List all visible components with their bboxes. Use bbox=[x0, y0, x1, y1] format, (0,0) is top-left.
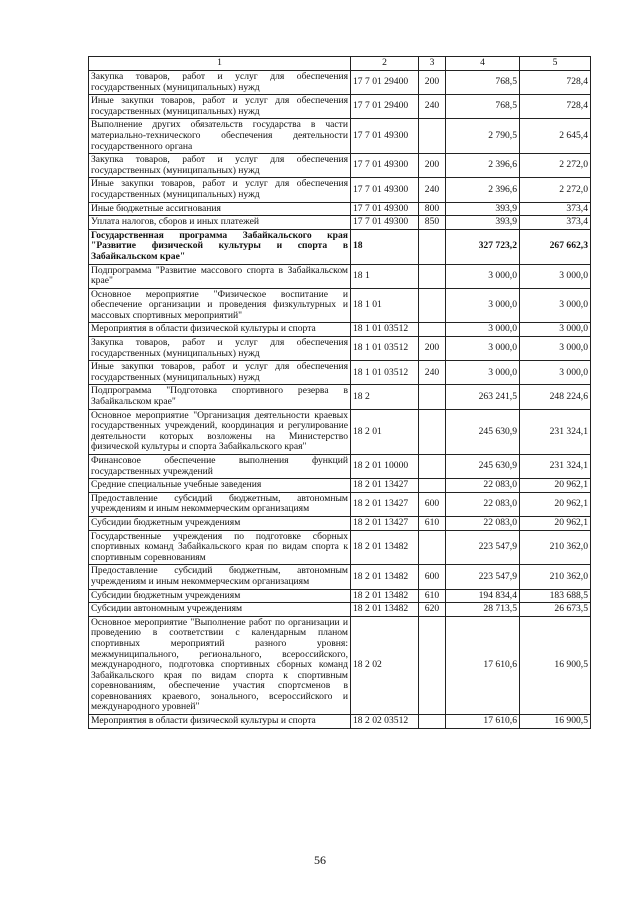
budget-table bbox=[88, 56, 591, 729]
cell-code: 17 7 01 49300 bbox=[351, 154, 419, 178]
table-row bbox=[89, 565, 591, 589]
table-row bbox=[89, 455, 591, 479]
cell-expense-type: 620 bbox=[419, 603, 446, 617]
cell-name: Финансовое обеспечение выполнения функций государственных учреждений bbox=[89, 455, 351, 479]
table-row bbox=[89, 229, 591, 264]
cell-amount-5: 26 673,5 bbox=[520, 603, 591, 617]
table-row bbox=[89, 385, 591, 409]
cell-name: Субсидии бюджетным учреждениям bbox=[89, 516, 351, 530]
table-row bbox=[89, 589, 591, 603]
cell-expense-type: 200 bbox=[419, 71, 446, 95]
cell-expense-type bbox=[419, 229, 446, 264]
cell-name: Субсидии бюджетным учреждениям bbox=[89, 589, 351, 603]
table-body bbox=[89, 71, 591, 729]
table-header-row bbox=[89, 57, 591, 71]
table-row bbox=[89, 154, 591, 178]
cell-amount-5: 210 362,0 bbox=[520, 565, 591, 589]
cell-amount-4: 393,9 bbox=[446, 202, 520, 216]
cell-expense-type: 240 bbox=[419, 361, 446, 385]
cell-code: 18 1 01 bbox=[351, 288, 419, 323]
table-row bbox=[89, 479, 591, 493]
table-row bbox=[89, 178, 591, 202]
cell-amount-5: 20 962,1 bbox=[520, 492, 591, 516]
cell-amount-4: 768,5 bbox=[446, 71, 520, 95]
cell-amount-4: 17 610,6 bbox=[446, 616, 520, 714]
cell-expense-type bbox=[419, 323, 446, 337]
cell-amount-4: 3 000,0 bbox=[446, 323, 520, 337]
cell-code: 18 2 01 bbox=[351, 409, 419, 454]
cell-name: Основное мероприятие "Физическое воспитание и обеспечение организации и проведения физкультурных и массовых спортивных мероприятий" bbox=[89, 288, 351, 323]
table-row bbox=[89, 361, 591, 385]
column-header-expense-type: 3 bbox=[419, 57, 446, 71]
table-row bbox=[89, 516, 591, 530]
cell-amount-4: 3 000,0 bbox=[446, 288, 520, 323]
cell-code: 17 7 01 29400 bbox=[351, 71, 419, 95]
cell-name: Мероприятия в области физической культуры и спорта bbox=[89, 715, 351, 729]
cell-name: Средние специальные учебные заведения bbox=[89, 479, 351, 493]
table-row bbox=[89, 119, 591, 154]
cell-code: 18 2 bbox=[351, 385, 419, 409]
cell-name: Предоставление субсидий бюджетным, автономным учреждениям и иным некоммерческим организациям bbox=[89, 565, 351, 589]
cell-name: Иные закупки товаров, работ и услуг для обеспечения государственных (муниципальных) нужд bbox=[89, 178, 351, 202]
cell-amount-4: 768,5 bbox=[446, 95, 520, 119]
cell-name: Государственная программа Забайкальского края "Развитие физической культуры и спорта в Забайкальском крае" bbox=[89, 229, 351, 264]
cell-name: Закупка товаров, работ и услуг для обеспечения государственных (муниципальных) нужд bbox=[89, 337, 351, 361]
cell-name: Закупка товаров, работ и услуг для обеспечения государственных (муниципальных) нужд bbox=[89, 71, 351, 95]
cell-code: 17 7 01 49300 bbox=[351, 178, 419, 202]
cell-amount-4: 22 083,0 bbox=[446, 516, 520, 530]
cell-amount-5: 2 272,0 bbox=[520, 178, 591, 202]
cell-name: Основное мероприятие "Организация деятельности краевых государственных учреждений, координация и регулирование деятельности которых возложены на Министерство физической культуры и спорта Забайкальского края" bbox=[89, 409, 351, 454]
cell-amount-5: 728,4 bbox=[520, 95, 591, 119]
column-header-amount-4: 4 bbox=[446, 57, 520, 71]
cell-expense-type bbox=[419, 530, 446, 565]
cell-amount-5: 16 900,5 bbox=[520, 715, 591, 729]
cell-expense-type: 600 bbox=[419, 565, 446, 589]
cell-expense-type bbox=[419, 455, 446, 479]
cell-code: 18 2 01 13482 bbox=[351, 565, 419, 589]
cell-expense-type: 850 bbox=[419, 216, 446, 230]
table-row bbox=[89, 288, 591, 323]
cell-code: 18 1 bbox=[351, 264, 419, 288]
cell-amount-4: 2 396,6 bbox=[446, 178, 520, 202]
cell-amount-5: 3 000,0 bbox=[520, 264, 591, 288]
cell-amount-5: 2 272,0 bbox=[520, 154, 591, 178]
cell-expense-type: 240 bbox=[419, 95, 446, 119]
cell-name: Подпрограмма "Развитие массового спорта в Забайкальском крае" bbox=[89, 264, 351, 288]
cell-amount-5: 3 000,0 bbox=[520, 361, 591, 385]
cell-amount-5: 210 362,0 bbox=[520, 530, 591, 565]
cell-code: 18 2 01 13482 bbox=[351, 530, 419, 565]
cell-amount-4: 3 000,0 bbox=[446, 337, 520, 361]
table-row bbox=[89, 616, 591, 714]
cell-expense-type bbox=[419, 715, 446, 729]
table-row bbox=[89, 95, 591, 119]
table-row bbox=[89, 530, 591, 565]
cell-expense-type: 240 bbox=[419, 178, 446, 202]
cell-amount-5: 3 000,0 bbox=[520, 323, 591, 337]
table-row bbox=[89, 409, 591, 454]
cell-amount-5: 3 000,0 bbox=[520, 288, 591, 323]
table-row bbox=[89, 337, 591, 361]
cell-code: 18 2 01 13427 bbox=[351, 479, 419, 493]
cell-expense-type: 600 bbox=[419, 492, 446, 516]
cell-amount-4: 3 000,0 bbox=[446, 361, 520, 385]
cell-expense-type: 610 bbox=[419, 516, 446, 530]
cell-name: Выполнение других обязательств государства в части материально-технического обеспечения деятельности государственного органа bbox=[89, 119, 351, 154]
page-number: 56 bbox=[314, 853, 326, 867]
cell-amount-4: 223 547,9 bbox=[446, 530, 520, 565]
table-row bbox=[89, 264, 591, 288]
cell-expense-type bbox=[419, 385, 446, 409]
cell-amount-4: 17 610,6 bbox=[446, 715, 520, 729]
cell-amount-4: 263 241,5 bbox=[446, 385, 520, 409]
cell-name: Предоставление субсидий бюджетным, автономным учреждениям и иным некоммерческим организациям bbox=[89, 492, 351, 516]
cell-amount-5: 267 662,3 bbox=[520, 229, 591, 264]
cell-name: Иные закупки товаров, работ и услуг для обеспечения государственных (муниципальных) нужд bbox=[89, 361, 351, 385]
cell-name: Мероприятия в области физической культуры и спорта bbox=[89, 323, 351, 337]
cell-amount-4: 223 547,9 bbox=[446, 565, 520, 589]
cell-amount-4: 28 713,5 bbox=[446, 603, 520, 617]
table-row bbox=[89, 715, 591, 729]
cell-code: 18 2 01 13427 bbox=[351, 492, 419, 516]
cell-expense-type bbox=[419, 119, 446, 154]
cell-amount-5: 20 962,1 bbox=[520, 479, 591, 493]
cell-amount-5: 248 224,6 bbox=[520, 385, 591, 409]
cell-code: 18 1 01 03512 bbox=[351, 337, 419, 361]
cell-amount-5: 20 962,1 bbox=[520, 516, 591, 530]
cell-expense-type bbox=[419, 479, 446, 493]
cell-amount-4: 3 000,0 bbox=[446, 264, 520, 288]
cell-amount-5: 3 000,0 bbox=[520, 337, 591, 361]
cell-code: 18 1 01 03512 bbox=[351, 323, 419, 337]
cell-amount-4: 327 723,2 bbox=[446, 229, 520, 264]
cell-code: 18 2 02 bbox=[351, 616, 419, 714]
cell-expense-type bbox=[419, 264, 446, 288]
cell-expense-type: 200 bbox=[419, 337, 446, 361]
cell-code: 17 7 01 29400 bbox=[351, 95, 419, 119]
cell-code: 17 7 01 49300 bbox=[351, 202, 419, 216]
cell-expense-type bbox=[419, 288, 446, 323]
cell-amount-5: 183 688,5 bbox=[520, 589, 591, 603]
cell-name: Подпрограмма "Подготовка спортивного резерва в Забайкальском крае" bbox=[89, 385, 351, 409]
cell-amount-5: 373,4 bbox=[520, 202, 591, 216]
cell-amount-5: 2 645,4 bbox=[520, 119, 591, 154]
table-row bbox=[89, 492, 591, 516]
cell-name: Уплата налогов, сборов и иных платежей bbox=[89, 216, 351, 230]
cell-amount-4: 245 630,9 bbox=[446, 455, 520, 479]
cell-code: 17 7 01 49300 bbox=[351, 216, 419, 230]
column-header-name: 1 bbox=[89, 57, 351, 71]
cell-code: 18 bbox=[351, 229, 419, 264]
cell-code: 18 2 01 13427 bbox=[351, 516, 419, 530]
table-row bbox=[89, 323, 591, 337]
cell-code: 18 2 02 03512 bbox=[351, 715, 419, 729]
cell-amount-4: 2 790,5 bbox=[446, 119, 520, 154]
cell-amount-4: 245 630,9 bbox=[446, 409, 520, 454]
cell-name: Субсидии автономным учреждениям bbox=[89, 603, 351, 617]
cell-amount-5: 231 324,1 bbox=[520, 455, 591, 479]
cell-expense-type: 610 bbox=[419, 589, 446, 603]
cell-name: Закупка товаров, работ и услуг для обеспечения государственных (муниципальных) нужд bbox=[89, 154, 351, 178]
cell-name: Иные закупки товаров, работ и услуг для обеспечения государственных (муниципальных) нужд bbox=[89, 95, 351, 119]
table-row bbox=[89, 603, 591, 617]
cell-amount-4: 22 083,0 bbox=[446, 492, 520, 516]
table-row bbox=[89, 216, 591, 230]
table-row bbox=[89, 71, 591, 95]
cell-name: Иные бюджетные ассигнования bbox=[89, 202, 351, 216]
document-page bbox=[88, 56, 590, 729]
cell-code: 18 2 01 10000 bbox=[351, 455, 419, 479]
cell-amount-5: 16 900,5 bbox=[520, 616, 591, 714]
cell-name: Государственные учреждения по подготовке сборных спортивных команд Забайкальского края по видам спорта к спортивным соревнованиям bbox=[89, 530, 351, 565]
cell-code: 18 2 01 13482 bbox=[351, 589, 419, 603]
column-header-amount-5: 5 bbox=[520, 57, 591, 71]
table-row bbox=[89, 202, 591, 216]
column-header-code: 2 bbox=[351, 57, 419, 71]
cell-amount-4: 2 396,6 bbox=[446, 154, 520, 178]
cell-code: 18 2 01 13482 bbox=[351, 603, 419, 617]
cell-code: 18 1 01 03512 bbox=[351, 361, 419, 385]
cell-name: Основное мероприятие "Выполнение работ по организации и проведению в соответствии с календарным планом спортивных мероприятий разного уровня: межмуниципального, регионального, всероссийского, международного, подготовка спортивных сборных команд Забайкальского края по видам спорта к спортивным соревнованиям, обеспечение участия спортсменов в соревнованиях краевого, зонального, всероссийского и международного уровней" bbox=[89, 616, 351, 714]
cell-amount-4: 22 083,0 bbox=[446, 479, 520, 493]
cell-amount-5: 728,4 bbox=[520, 71, 591, 95]
cell-amount-5: 231 324,1 bbox=[520, 409, 591, 454]
cell-expense-type: 800 bbox=[419, 202, 446, 216]
cell-expense-type: 200 bbox=[419, 154, 446, 178]
cell-amount-5: 373,4 bbox=[520, 216, 591, 230]
cell-code: 17 7 01 49300 bbox=[351, 119, 419, 154]
cell-expense-type bbox=[419, 616, 446, 714]
cell-expense-type bbox=[419, 409, 446, 454]
cell-amount-4: 393,9 bbox=[446, 216, 520, 230]
cell-amount-4: 194 834,4 bbox=[446, 589, 520, 603]
